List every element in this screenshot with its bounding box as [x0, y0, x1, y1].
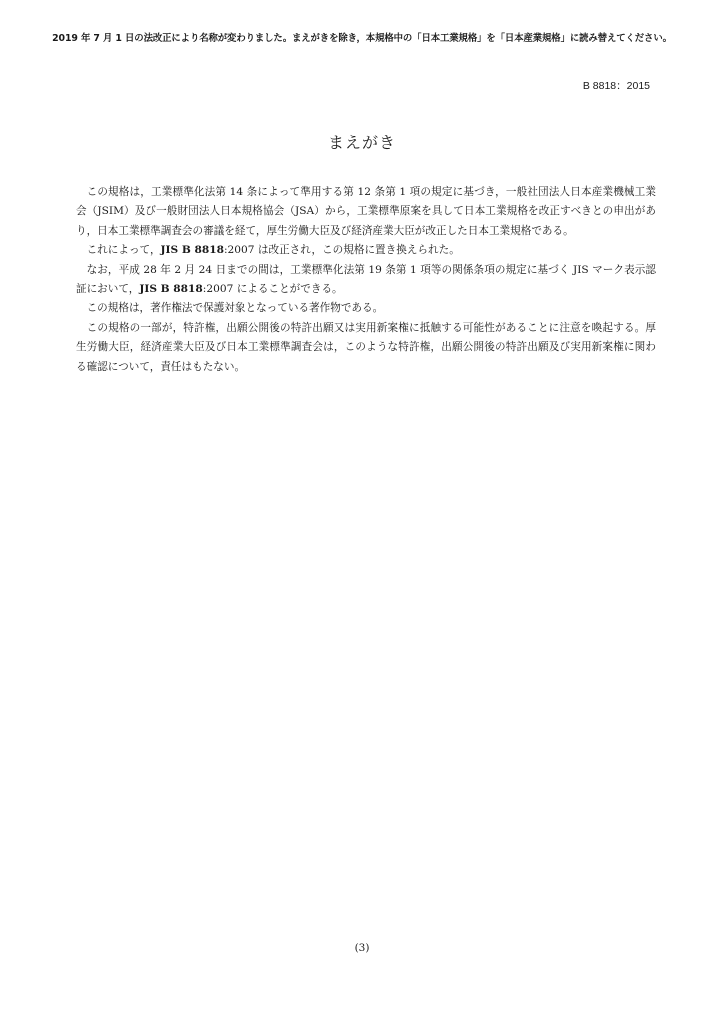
paragraph-copyright [76, 299, 656, 318]
page-title: まえがき [327, 133, 396, 152]
paragraph-transition [76, 261, 656, 300]
paragraph-text: この規格の一部が，特許権，出願公開後の特許出願又は実用新案権に抵触する可能性があることに注意を喚起する。厚生労働大臣，経済産業大臣及び日本工業標準調査会は，このような特許権，出願公開後の特許出願及び実用新案権に関わる確認について，責任はもたない。 [76, 321, 656, 373]
paragraph-replacement [76, 241, 656, 260]
law-change-notice: 2019 年 7 月 1 日の法改正により名称が変わりました。まえがきを除き，本規格中の「日本工業規格」を「日本産業規格」に読み替えてください。 [52, 33, 672, 44]
standard-code: JIS B 8818 [160, 244, 224, 257]
foreword-body [76, 183, 656, 377]
standard-code: JIS B 8818 [139, 283, 203, 296]
paragraph-text: この規格は，工業標準化法第 14 条によって準用する第 12 条第 1 項の規定に基づき，一般社団法人日本産業機械工業会（JSIM）及び一般財団法人日本規格協会（JSA）から，工業標準原案を具して日本工業規格を改正すべきとの申出があり，日本工業標準調査会の審議を経て，厚生労働大臣及び経済産業大臣が改正した日本工業規格である。 [76, 186, 656, 237]
page-number: (3) [354, 942, 370, 954]
paragraph-enactment [76, 183, 656, 241]
paragraph-text: なお，平成 28 年 2 月 24 日までの間は，工業標準化法第 19 条第 1 項等の関係条項の規定に基づく JIS マーク表示認証において， [76, 263, 656, 296]
paragraph-text: この規格は，著作権法で保護対象となっている著作物である。 [86, 302, 384, 315]
paragraph-text: :2007 によることができる。 [202, 283, 343, 296]
paragraph-patent [76, 319, 656, 377]
document-number: B 8818：2015 [582, 80, 650, 92]
paragraph-text: これによって， [86, 244, 161, 257]
paragraph-text: :2007 は改正され，この規格に置き換えられた。 [223, 244, 460, 257]
